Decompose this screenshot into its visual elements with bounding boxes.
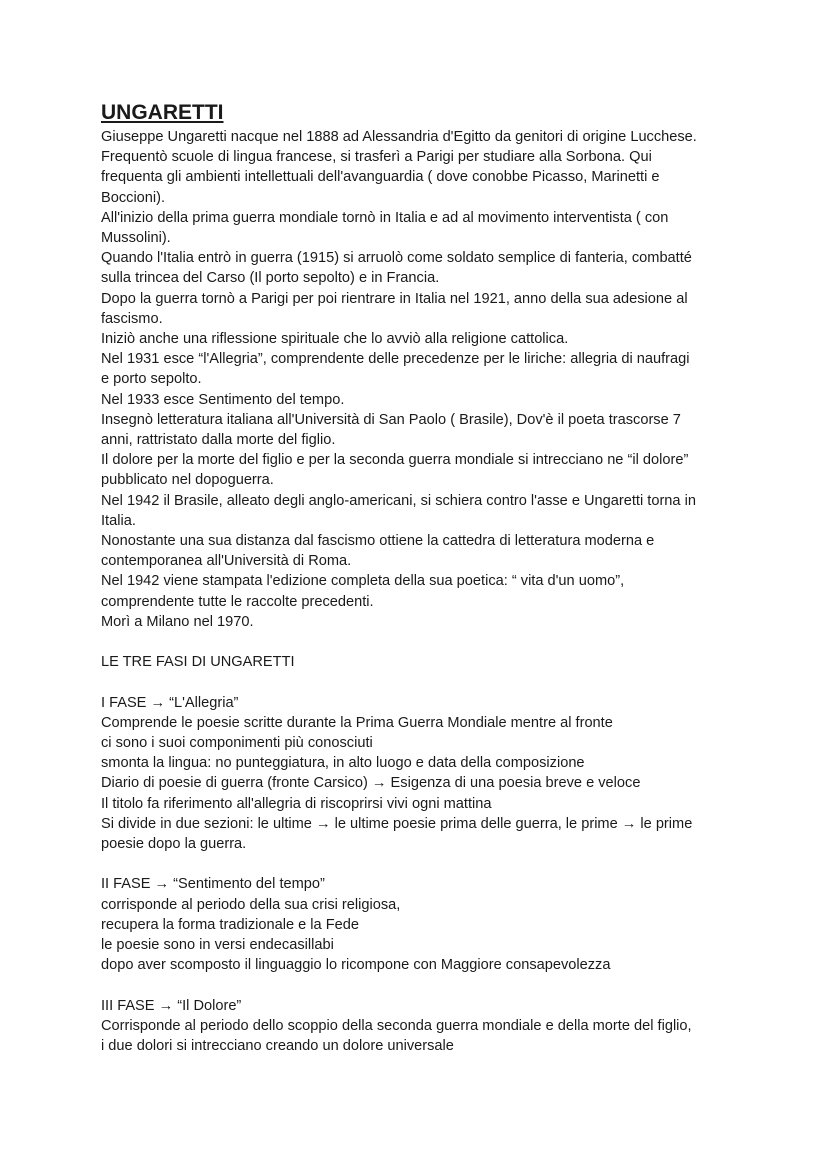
bio-line: Quando l'Italia entrò in guerra (1915) si arruolò come soldato semplice di fanteria, combatté [101,250,692,267]
phase-1-heading: I FASE → “L'Allegria” [101,694,239,711]
phase-2-line: recupera la forma tradizionale e la Fede [101,916,359,933]
bio-line: pubblicato nel dopoguerra. [101,472,274,489]
bio-line: e porto sepolto. [101,371,202,388]
phase-1-line: smonta la lingua: no punteggiatura, in alto luogo e data della composizione [101,755,585,772]
phase-1-line: Comprende le poesie scritte durante la Prima Guerra Mondiale mentre al fronte [101,714,613,731]
document-title: UNGARETTI [101,101,224,124]
bio-line: Nel 1933 esce Sentimento del tempo. [101,391,345,408]
biography-section [101,127,741,632]
phase-1-line: poesie dopo la guerra. [101,836,247,853]
phase-1-section [101,693,741,855]
bio-line: Boccioni). [101,189,166,206]
bio-line: frequenta gli ambienti intellettuali dell'avanguardia ( dove conobbe Picasso, Marinetti e [101,169,660,186]
bio-line: Insegnò letteratura italiana all'Università di San Paolo ( Brasile), Dov'è il poeta trascorse 7 [101,411,681,428]
phase-2-line: le poesie sono in versi endecasillabi [101,937,334,954]
bio-line: Frequentò scuole di lingua francese, si trasferì a Parigi per studiare alla Sorbona. Qui [101,149,652,166]
phase-3-heading: III FASE → “Il Dolore” [101,997,242,1014]
bio-line: anni, rattristato dalla morte del figlio. [101,432,336,449]
bio-line: Nonostante una sua distanza dal fascismo ottiene la cattedra di letteratura moderna e [101,533,655,550]
bio-line: Iniziò anche una riflessione spirituale che lo avviò alla religione cattolica. [101,331,569,348]
phase-3-line: Corrisponde al periodo dello scoppio della seconda guerra mondiale e della morte del figlio, [101,1017,692,1034]
phase-1-line: ci sono i suoi componimenti più conosciuti [101,735,373,752]
phase-2-heading: II FASE → “Sentimento del tempo” [101,876,325,893]
phase-1-line: Il titolo fa riferimento all'allegria di riscoprirsi vivi ogni mattina [101,795,492,812]
phase-2-line: corrisponde al periodo della sua crisi religiosa, [101,896,401,913]
bio-line: All'inizio della prima guerra mondiale tornò in Italia e ad al movimento interventista ( con [101,209,669,226]
bio-line: Nel 1931 esce “l'Allegria”, comprendente delle precedenze per le liriche: allegria di naufragi [101,351,690,368]
bio-line: contemporanea all'Università di Roma. [101,553,352,570]
phase-1-line: Diario di poesie di guerra (fronte Carsico) → Esigenza di una poesia breve e veloce [101,775,641,792]
bio-line: comprendente tutte le raccolte precedenti. [101,593,374,610]
bio-line: Nel 1942 il Brasile, alleato degli anglo-americani, si schiera contro l'asse e Ungaretti torna in [101,492,696,509]
spacer [101,632,741,652]
bio-line: fascismo. [101,310,163,327]
bio-line: Il dolore per la morte del figlio e per la seconda guerra mondiale si intrecciano ne “il dolore” [101,452,689,469]
phase-3-line: i due dolori si intrecciano creando un dolore universale [101,1038,454,1055]
spacer [101,975,741,995]
bio-line: sulla trincea del Carso (Il porto sepolto) e in Francia. [101,270,440,287]
spacer [101,854,741,874]
phase-3-section [101,996,741,1057]
bio-line: Giuseppe Ungaretti nacque nel 1888 ad Alessandria d'Egitto da genitori di origine Lucchese. [101,129,697,145]
phase-2-section [101,874,741,975]
bio-line: Italia. [101,512,136,529]
bio-line: Nel 1942 viene stampata l'edizione completa della sua poetica: “ vita d'un uomo”, [101,573,625,590]
phases-heading: LE TRE FASI DI UNGARETTI [101,654,295,671]
phase-1-line: Si divide in due sezioni: le ultime → le ultime poesie prima delle guerra, le prime → le prime [101,815,693,832]
phase-2-line: dopo aver scomposto il linguaggio lo ricompone con Maggiore consapevolezza [101,957,611,974]
bio-line: Morì a Milano nel 1970. [101,613,254,630]
spacer [101,672,741,692]
document-page [101,99,741,1056]
bio-line: Dopo la guerra tornò a Parigi per poi rientrare in Italia nel 1921, anno della sua adesione al [101,290,688,307]
bio-line: Mussolini). [101,230,171,247]
